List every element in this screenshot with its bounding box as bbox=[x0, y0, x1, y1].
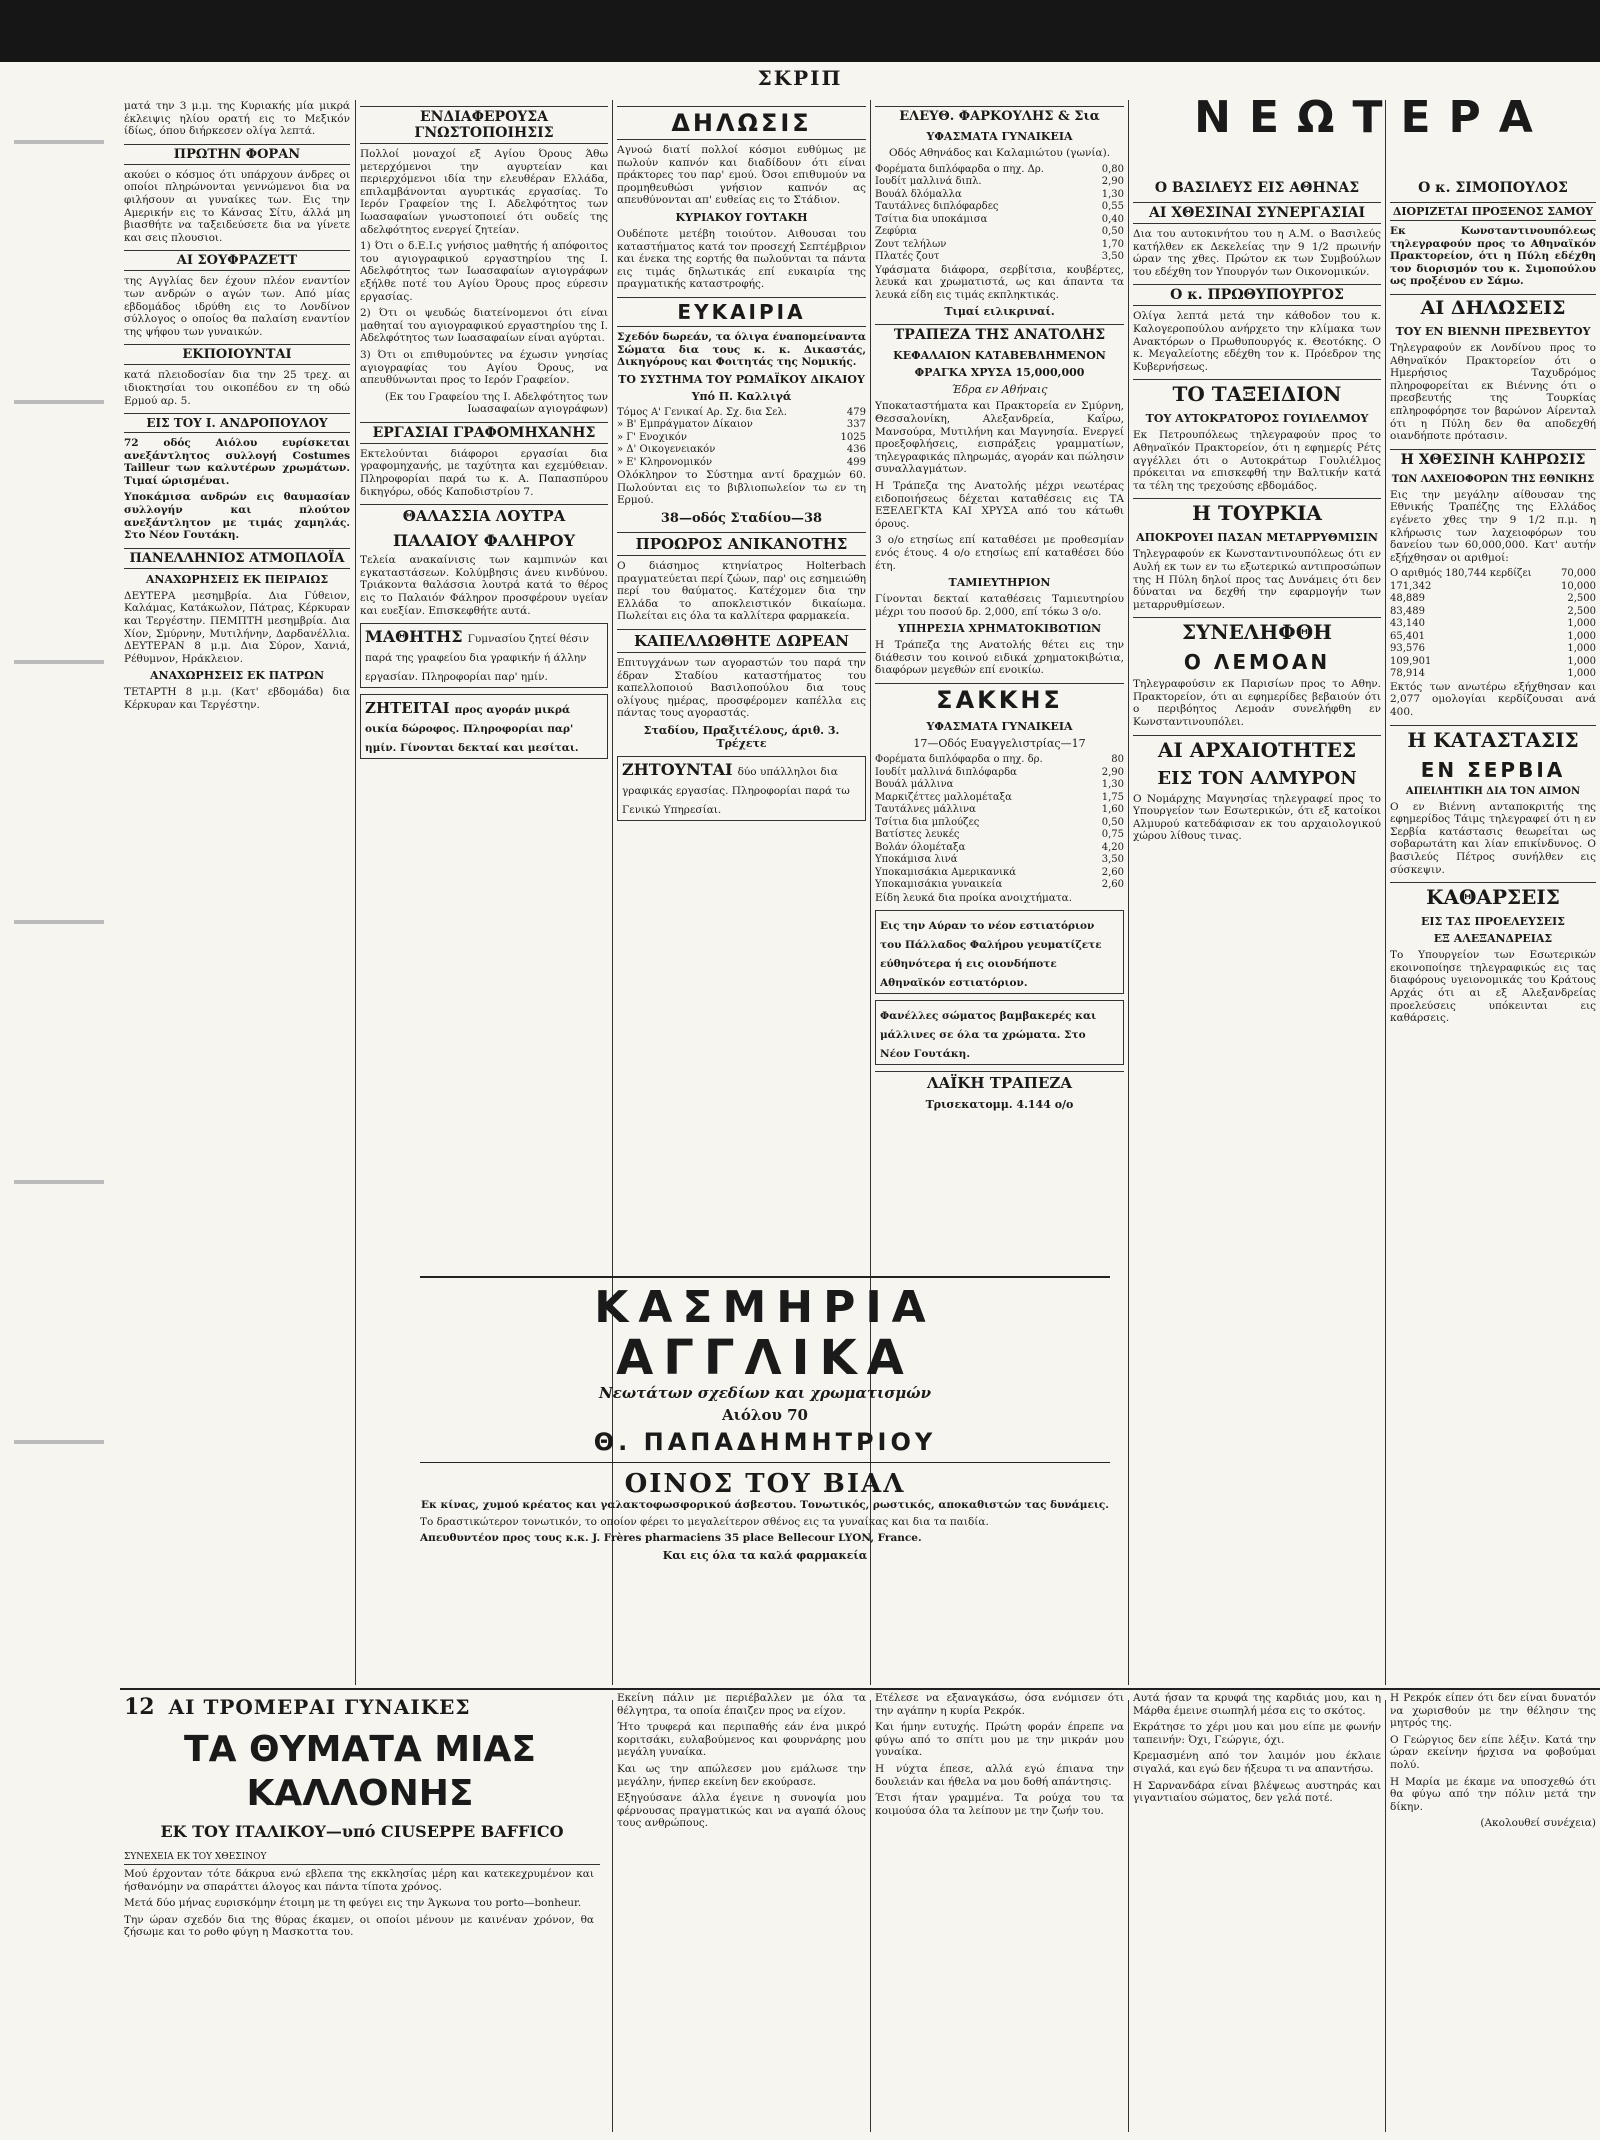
serial-col-5 bbox=[1390, 1692, 1596, 2132]
article-text: Είδη λευκά δια προίκα ανοιχτήματα. bbox=[875, 891, 1073, 904]
article-text: Η Μαρία με έκαμε να υποσχεθώ ότι θα φύγω από την πόλιν μετά την δίκην. bbox=[1390, 1775, 1596, 1813]
ad-text: Γυμνασίου ζητεί θέσιν παρά της γραφείου δια γραφικήν ή άλλην εργασίαν. Πληροφορίαι παρ' ημίν. bbox=[365, 633, 590, 684]
article-text: Μετά δύο μήνας ευρισκόμην έτοιμη με τη φεύγει εις την Άγκωνα του porto—bonheur. bbox=[124, 1897, 582, 1910]
ad-text: Φανέλλες σώματος βαμβακερές και μάλλινες σε όλα τα χρώματα. Στο Νέον Γουτάκη. bbox=[880, 1010, 1097, 1061]
headline: ΠΑΝΕΛΛΗΝΙΟΣ ΑΤΜΟΠΛΟΪΑ bbox=[124, 548, 350, 569]
column-6 bbox=[1390, 180, 1596, 1685]
list-item: 83,489 2,500 bbox=[1390, 605, 1596, 617]
price-list bbox=[875, 164, 1124, 264]
headline: Ο κ. ΣΙΜΟΠΟΥΛΟΣ bbox=[1418, 180, 1568, 196]
article-text: Η νύχτα έπεσε, αλλά εγώ έπιανα την δουλειάν και ήθελα να μου δοθή απάντησις. bbox=[875, 1762, 1124, 1788]
ad-box bbox=[875, 1000, 1124, 1065]
serial-header bbox=[124, 1694, 600, 1720]
headline: ΑΙ ΑΡΧΑΙΟΤΗΤΕΣ bbox=[1133, 735, 1381, 764]
subheadline: ΠΑΛΑΙΟΥ ΦΑΛΗΡΟΥ bbox=[392, 531, 576, 551]
signature: (Εκ του Γραφείου της Ι. Αδελφότητος των Ιωασαφαίων αγιογράφων) bbox=[384, 390, 608, 416]
list-item: Φορέματα διπλόφαρδα ο πηχ. Δρ. 0,80 bbox=[875, 163, 1124, 175]
headline: Ο ΒΑΣΙΛΕΥΣ ΕΙΣ ΑΘΗΝΑΣ bbox=[1154, 180, 1360, 196]
article-text: Ετέλεσε να εξαναγκάσω, όσα ενόμισεν ότι την αγάπην η κυρία Ρεκρόκ. bbox=[875, 1692, 1124, 1717]
serial-number: 12 bbox=[124, 1694, 155, 1720]
serial-byline: ΕΚ ΤΟΥ ΙΤΑΛΙΚΟΥ—υπό CIUSEPPE BAFFICO bbox=[160, 1822, 564, 1841]
ad-text: Υποκάμισα ανδρών εις θαυμασίαν συλλογήν και πλούτον ανεξάντλητον με τιμάς χαμηλάς. Στο Νέον Γουτάκη. bbox=[124, 491, 350, 542]
tagline: Τιμαί ειλικριναί. bbox=[944, 305, 1055, 319]
headline: ΛΑΪΚΗ ΤΡΑΠΕΖΑ bbox=[875, 1071, 1124, 1094]
article-text: Εκ Κωνσταντινουπόλεως τηλεγραφούν προς το Αθηναϊκόν Πρακτορείον, ότι η Πύλη εδέχθη τον διορισμόν του κ. Σιμοπούλου ως προξένου εν Σάμω. bbox=[1390, 225, 1596, 288]
ad-lead: ΜΑΘΗΤΗΣ bbox=[365, 627, 463, 647]
ad-text: Εις την Αύραν το νέον εστιατόριον του Πάλλαδος Φαλήρου γευματίζετε εύθηνότερα ή εις οιονδήποτε Αθηναϊκόν εστιατόριον. bbox=[880, 920, 1102, 990]
article-text: ΤΕΤΑΡΤΗ 8 μ.μ. (Κατ' εβδομάδα) δια Κέρκυραν και Τεργέστην. bbox=[124, 686, 350, 711]
headline: ΠΡΟΩΡΟΣ ΑΝΙΚΑΝΟΤΗΣ bbox=[617, 532, 866, 556]
article-text: Υφάσματα διάφορα, σερβίτσια, κουβέρτες, λευκά και χρωματιστά, ως και άπαντα τα λευκά είδη εις τιμάς εκπληκτικάς. bbox=[875, 263, 1124, 301]
headline: ΑΙ ΧΘΕΣΙΝΑΙ ΣΥΝΕΡΓΑΣΙΑΙ bbox=[1133, 202, 1381, 224]
list-item: Υποκαμισάκια γυναικεία 2,60 bbox=[875, 879, 1124, 891]
article-text: Και ήμην ευτυχής. Πρώτη φοράν έπρεπε να φύγω από το σπίτι μου με την μικράν μου γυναίκα. bbox=[875, 1721, 1124, 1759]
list-item: Βατίστες λευκές 0,75 bbox=[875, 829, 1124, 841]
ad-box bbox=[875, 910, 1124, 994]
article-text: Επιτυγχάνων των αγοραστών του παρά την έδραν Σταδίου καταστήματος του καπελλοποιού Βασιλοπούλου δια τους ολίγους ημέρας, προσφέρομεν καπέλλα εις πάντας τους αγοραστάς. bbox=[617, 656, 866, 720]
serial-title: ΤΑ ΘΥΜΑΤΑ ΜΙΑΣ ΚΑΛΛΟΝΗΣ bbox=[184, 1729, 536, 1814]
continued-note: (Ακολουθεί συνέχεια) bbox=[1480, 1817, 1596, 1830]
headline: ΤΡΑΠΕΖΑ ΤΗΣ ΑΝΑΤΟΛΗΣ bbox=[875, 324, 1124, 345]
article-text: Ο Γεώργιος δεν είπε λέξιν. Κατά την ώραν εκείνην ήρχισα να φοβούμαι πολύ. bbox=[1390, 1733, 1596, 1771]
price-list bbox=[617, 407, 866, 470]
serial-col-4 bbox=[1133, 1692, 1381, 2132]
serial-col-2 bbox=[617, 1692, 866, 2132]
ad-title: ΟΙΝΟΣ ΤΟΥ ΒΙΑΛ bbox=[624, 1469, 906, 1499]
article-text: Ο διάσημος κτηνίατρος Holterbach πραγματεύεται περί ζώων, παρ' οις εσημειώθη περί του θαύματος. Κατέχομεν δια την Ελλάδα το αποκλειστικόν δικαίωμα. Πωλείται εις όλα τα καλλίτερα φαρμακεία. bbox=[617, 560, 866, 623]
subheadline: Έδρα εν Αθήναις bbox=[951, 383, 1048, 397]
subheadline: ΤΟΥ ΑΥΤΟΚΡΑΤΟΡΟΣ ΓΟΥΙΛΕΛΜΟΥ bbox=[1145, 412, 1369, 426]
list-item: Βολάν όλομέταξα 4,20 bbox=[875, 841, 1124, 853]
article-text: Και ως την απώλεσεν μου εμάλωσε την μεγάλην, ήνπερ εκείνη δεν εκούρασε. bbox=[617, 1762, 866, 1788]
subheadline: ΑΠΟΚΡΟΥΕΙ ΠΑΣΑΝ ΜΕΤΑΡΡΥΘΜΙΣΙΝ bbox=[1136, 531, 1378, 545]
ad-title: ΑΓΓΛΙΚΑ bbox=[616, 1330, 914, 1386]
article-text: Η Σαρνανδάρα είναι βλέψεως αυστηράς και γιγαντιαίου σώματος, δεν γελά ποτέ. bbox=[1133, 1779, 1381, 1805]
list-item: Βουάλ δλόμαλλα 1,30 bbox=[875, 188, 1124, 200]
headline: ΑΙ ΔΗΛΩΣΕΙΣ bbox=[1390, 294, 1596, 321]
article-text: Ολόκληρον το Σύστημα αντί δραχμών 60. Πωλούνται εις το βιβλιοπωλείον τω εν τη Ερμού. bbox=[617, 469, 866, 507]
subheadline: ΕΙΣ ΤΑΣ ΠΡΟΕΛΕΥΣΕΙΣ bbox=[1421, 915, 1565, 929]
article-text: Εκ Πετρουπόλεως τηλεγραφούν προς το Αθηναϊκόν Πρακτορείον, ότι η εφημερίς Ρέτς αγγέλλει ότι ο Αυτοκράτωρ Γουλιέλμος πρόκειται να επισκεφθή την Βαλτικήν κατά τα τέλη της τρεχούσης εβδομάδος. bbox=[1133, 429, 1381, 492]
list-item: Ταυτάλνες διπλόφαρδες 0,55 bbox=[875, 201, 1124, 213]
headline: ΠΡΩΤΗΝ ΦΟΡΑΝ bbox=[124, 144, 350, 165]
article-text: Την ώραν σχεδόν δια της θύρας έκαμεν, οι οποίοι μένουν με καινέναν χρόνον, θα ζήσωμε και το ροθο φύγη η Μασκοττα του. bbox=[124, 1913, 594, 1939]
headline: ΔΗΛΩΣΙΣ bbox=[617, 106, 866, 140]
list-item: 65,401 1,000 bbox=[1390, 630, 1596, 642]
subheadline: ΑΝΑΧΩΡΗΣΕΙΣ ΕΚ ΠΕΙΡΑΙΩΣ bbox=[145, 572, 329, 586]
list-item: Ζουτ τελήλων 1,70 bbox=[875, 238, 1124, 250]
headline: ΕΡΓΑΣΙΑΙ ΓΡΑΦΟΜΗΧΑΝΗΣ bbox=[360, 422, 608, 444]
serial-col-1 bbox=[124, 1868, 594, 2132]
headline: ΚΑΠΕΛΛΩΘΗΤΕ ΔΩΡΕΑΝ bbox=[617, 629, 866, 653]
subheadline: Τρισεκατομμ. 4.144 ο/ο bbox=[925, 1098, 1074, 1112]
article-text: ακούει ο κόσμος ότι υπάρχουν άνδρες οι οποίοι πληρώνονται γεννώμενοι δια να φιλήσουν αι γυναίκες των. Εις την Αμερικήν εις το Κάνσας Σίτυ, άλλά μη βιασθήτε να ταξειδεύσετε δια να γίνετε και σεις πλουσιοι. bbox=[124, 168, 350, 244]
article-text: Εκτός των ανωτέρω εξήχθησαν και 2,077 ομολογίαι κερδίζουσαι ανά 400. bbox=[1390, 680, 1596, 718]
article-text: 1) Ότι ο δ.Ε.Ι.ς γνήσιος μαθητής ή απόφοιτος του αγιογραφικού εργαστηρίου της Ι. Αδελφότητος των Ιωασαφαίων αγιογράφων εξήλθε ποτέ του Αγίου Όρους προς εύρεσιν εργασίας. bbox=[360, 240, 608, 303]
list-item: Υποκαμισάκια Αμερικανικά 2,60 bbox=[875, 866, 1124, 878]
article-text: Μού έρχονταν τότε δάκρυα ενώ εβλεπα της εκκλησίας μέρη και κατεκεχρυμένον και ήσθανόμην να σπαράττει άλογος και πάντα τίποτα χρόνος. bbox=[124, 1868, 594, 1893]
article-text: της Αγγλίας δεν έχουν πλέον εναντίον των ανδρών ο αγών των. Από μίας εβδομάδος ιδρύθη εις το Λονδίνον σύλλογος ο οποίος θα παλαίση εναντίον της ψήφου των γυναικών. bbox=[124, 275, 350, 338]
address: Οδός Αθηνάδος και Καλαμιώτου (γωνία). bbox=[888, 147, 1111, 159]
list-item: Τσίτια δια υποκάμισα 0,40 bbox=[875, 213, 1124, 225]
list-item: Υποκάμισα λινά 3,50 bbox=[875, 854, 1124, 866]
list-item: Φορέματα διπλόφαρδα ο πηχ. δρ. 80 bbox=[875, 754, 1124, 766]
article-text: Δια του αυτοκινήτου του η Α.Μ. ο Βασιλεύς κατήλθεν εκ Δεκελείας την 9 1/2 πρωινήν ώραν της χθες. Πρώτον εκ των Συμβούλων του εδέχθη τον Υπουργόν των Οικονομικών. bbox=[1133, 228, 1381, 278]
ad-text: Απευθυντέον προς τους κ.κ. J. Frères pharmaciens 35 place Bellecour LYON, France. bbox=[420, 1532, 922, 1545]
article-text: Εκτελούνται διάφοροι εργασίαι δια γραφομηχανής, με ταχύτητα και εχεμύθειαν. Πληροφορίαι παρά τω κ. Α. Παπασπύρου δικηγόρω, οδός Καποδιστρίου 7. bbox=[360, 447, 608, 498]
article-text: 2) Ότι οι ψευδώς διατείνομενοι ότι είναι μαθηταί του αγιογραφικού εργαστηρίου της Ι. Αδελφότητος των Ιωασαφαίων είναι αγύρται. bbox=[360, 307, 608, 345]
list-item: » Γ' Ενοχικόν 1025 bbox=[617, 431, 866, 443]
headline: ΕΝΔΙΑΦΕΡΟΥΣΑ ΓΝΩΣΤΟΠΟΙΗΣΙΣ bbox=[360, 106, 608, 144]
ad-text: δύο υπάλληλοι δια γραφικάς εργασίας. Πληροφορίαι παρά τω Γενικώ Υπηρεσίαι. bbox=[622, 765, 850, 816]
article-text: 3) Ότι οι επιθυμούντες να έχωσιν γνησίας αγιογραφίας του Αγίου Όρους, να απευθύνωνται προς το Ιερόν Γραφείον. bbox=[360, 348, 608, 387]
article-text: Τηλεγραφούν εκ Κωνσταντινουπόλεως ότι εν Αυλή εκ των εν τω εξωτερικώ αντιπροσώπων της Η Πύλη δηλοί προς τας Δυνάμεις ότι δεν δύναται να δεχθή την εφαρμογήν των μεταρρυθμίσεων. bbox=[1133, 548, 1381, 611]
article-text: Το Υπουργείον των Εσωτερικών εκοινοποίησε τηλεγραφικώς εις τας διαφόρους υγειονομικάς του Κράτους Αρχάς ότι αι εξ Αλεξανδρείας προελεύσεις υπόκεινται εις καθάρσεις. bbox=[1390, 949, 1596, 1025]
subheadline: ΚΕΦΑΛΑΙΟΝ ΚΑΤΑΒΕΒΛΗΜΕΝΟΝ bbox=[893, 349, 1106, 363]
ad-text: Το δραστικώτερον τονωτικόν, το οποίον φέρει το μεγαλείτερον σθένος εις τα γυναίκας και δια τα παιδία. bbox=[420, 1515, 989, 1528]
ad-address: Αιόλου 70 bbox=[722, 1406, 808, 1424]
subheadline: ΥΦΑΣΜΑΤΑ ΓΥΝΑΙΚΕΙΑ bbox=[926, 130, 1073, 143]
headline: ΣΑΚΚΗΣ bbox=[875, 683, 1124, 716]
column-3 bbox=[617, 100, 866, 1270]
subheadline: ΤΩΝ ΛΑΧΕΙΟΦΟΡΩΝ ΤΗΣ ΕΘΝΙΚΗΣ bbox=[1391, 473, 1595, 485]
list-item: » Δ' Οικογενειακόν 436 bbox=[617, 444, 866, 456]
article-text: Τελεία ανακαίνισις των καμπινών και εγκαταστάσεων. Κολύμβησις άνευ κινδύνου. Τριάκοντα θαλάσσια λουτρά κατά το θέρος εις το Παλαιόν Φάληρον προσφέρουν υγείαν και ευεξίαν. Επισκεφθήτε αυτά. bbox=[360, 554, 608, 617]
list-item: » Ε' Κληρονομικόν 499 bbox=[617, 456, 866, 468]
price-list bbox=[875, 754, 1124, 892]
article-text: Αυτά ήσαν τα κρυφά της καρδιάς μου, και η Μάρθα έμεινε σιωπηλή μέσα εις το σκότος. bbox=[1133, 1692, 1381, 1717]
ad-text: Εκ κίνας, χυμού κρέατος και γαλακτοφωσφορικού άσβεστου. Τονωτικός, ρωστικός, αποκαθιστών τας δυνάμεις. bbox=[421, 1499, 1109, 1511]
column-1 bbox=[124, 100, 350, 1685]
ad-text: Και εις όλα τα καλά φαρμακεία bbox=[662, 1548, 868, 1562]
list-item: Τόμος Α' Γενικαί Αρ. Σχ. δια Σελ. 479 bbox=[617, 406, 866, 418]
list-item: Πλατές ζουτ 3,50 bbox=[875, 251, 1124, 263]
address: 38—οδός Σταδίου—38 bbox=[660, 511, 823, 526]
list-item: » Β' Εμπράγματον Δίκαιον 337 bbox=[617, 419, 866, 431]
article-text: Υποκαταστήματα και Πρακτορεία εν Σμύρνη, Θεσσαλονίκη, Αλεξανδρεία, Καΐρω, Μανσούρα, Μυτιλήνη και Μαγνησία. Ενεργεί προεξοφλήσεις, εισπράξεις γραμματίων, τηλεγραφικάς πληρωμάς, αγοράν και πώλησιν συναλλαγμάτων. bbox=[875, 400, 1124, 476]
subheadline: ΑΠΕΙΛΗΤΙΚΗ ΔΙΑ ΤΟΝ ΑΙΜΟΝ bbox=[1405, 785, 1581, 797]
section-title: ΝΕΩΤΕΡΑ bbox=[1194, 92, 1551, 143]
subheadline: ΦΡΑΓΚΑ ΧΡΥΣΑ 15,000,000 bbox=[914, 366, 1085, 380]
article-text: ματά την 3 μ.μ. της Κυριακής μία μικρά έκλειψις ηλίου ορατή εις το Μεξικόν ίδίως, όπου διήρκεσεν ολίγα λεπτά. bbox=[124, 100, 350, 138]
article-text: Ο εν Βιέννη ανταποκριτής της εφημερίδος Τάιμς τηλεγραφεί ότι η εν Σερβία κατάστασις θεωρείται ως σοβαρωτάτη και λίαν επικίνδυνος. Ο βασιλεύς Πέτρος συνήλθεν εις σύσκεψιν. bbox=[1390, 800, 1596, 876]
subheadline: ΤΟ ΣΥΣΤΗΜΑ ΤΟΥ ΡΩΜΑΪΚΟΥ ΔΙΚΑΙΟΥ bbox=[618, 372, 865, 386]
subheadline: ΕΙΣ ΤΟΝ ΑΛΜΥΡΟΝ bbox=[1157, 767, 1357, 789]
serial-kicker: ΑΙ ΤΡΟΜΕΡΑΙ ΓΥΝΑΙΚΕΣ bbox=[168, 1695, 471, 1719]
article-text: Ο Νομάρχης Μαγνησίας τηλεγραφεί προς το Υπουργείον των Εσωτερικών, ότι εξ κατοίκοι Αλμυρού κατεδάφισαν εκ του αρχαιολογικού χώρου λίθους τινας. bbox=[1133, 792, 1381, 843]
ad-box bbox=[617, 756, 866, 821]
list-item: Ιουδίτ μαλλινά διπλόφαρδα 2,90 bbox=[875, 766, 1124, 778]
article-text: Έτσι ήταν γραμμένα. Τα ρούχα του τα κοιμούσα όλα τα λείπουν με την ζωήν του. bbox=[875, 1792, 1124, 1817]
masthead-title: ΣΚΡΙΠ bbox=[757, 66, 843, 90]
list-item: Ταυτάλνες μάλλινα 1,60 bbox=[875, 804, 1124, 816]
subheadline: ΕΝ ΣΕΡΒΙΑ bbox=[1420, 757, 1566, 782]
list-item: 78,914 1,000 bbox=[1390, 668, 1596, 680]
subheadline: ΕΞ ΑΛΕΞΑΝΔΡΕΙΑΣ bbox=[1433, 932, 1553, 946]
list-item: Ο αριθμός 180,744 κερδίζει 70,000 bbox=[1390, 568, 1596, 580]
article-text: Η Τράπεζα της Ανατολής μέχρι νεωτέρας ειδοποιήσεως δέχεται καταθέσεις εις ΤΑ ΕΞΕΛΕΓΚΤΑ ΚΑΙ ΧΡΥΣΑ από του κάτωθι όρους. bbox=[875, 479, 1124, 530]
article-text: Εκείνη πάλιν με περιέβαλλεν με όλα τα θέλγητρα, τα οποία έπαιζεν προς να είχον. bbox=[617, 1692, 866, 1717]
list-item: Τσίτια δια μπλούζες 0,50 bbox=[875, 816, 1124, 828]
list-item: Μαρκιζέττες μαλλομέταξα 1,75 bbox=[875, 791, 1124, 803]
ad-box bbox=[360, 694, 608, 759]
subheadline: Υπό Π. Καλλιγά bbox=[691, 389, 792, 403]
list-item: 109,901 1,000 bbox=[1390, 655, 1596, 667]
ad-text: Νεωτάτων σχεδίων και χρωματισμών bbox=[599, 1384, 931, 1402]
column-2 bbox=[360, 100, 608, 1270]
subheadline: ΤΟΥ ΕΝ ΒΙΕΝΝΗ ΠΡΕΣΒΕΥΤΟΥ bbox=[1395, 324, 1591, 338]
article-text: Αγνοώ διατί πολλοί κόσμοι ευθύμως με πωλούν καπνόν και διαδίδουν ότι είναι πράκτορες του παρ' εμού. Όσοι επιθυμούν να προμηθευθώσι γνήσιον καπνόν ας απευθύνονται απ' ευθείας εις το Στάδιον. bbox=[617, 144, 866, 207]
article-text: Ουδέποτε μετέβη τοιούτον. Αιθουσαι του καταστήματος κατά τον προσεχή Σεπτέμβριον και ένεκα της εορτής θα πωλούνται τα πάντα εις τιμάς δηλωτικάς επί ευκαιρία της πραγματικής καταστροφής. bbox=[617, 227, 866, 291]
list-item: 43,140 1,000 bbox=[1390, 618, 1596, 630]
headline: Η ΚΑΤΑΣΤΑΣΙΣ bbox=[1390, 725, 1596, 754]
article-text: Πολλοί μοναχοί εξ Αγίου Όρους Άθω μετερχόμενοι την αγυρτείαν και περιερχόμενοι ιδία την ελευθέραν Ελλάδα, επιλαμβάνονται αγυρτικάς εργασίας. Το Ιερόν Γραφείον της Ι. Αδελφότητος των Ιωασαφαίων γνωστοποιεί ότι ουδείς της αδελφότητος ενεργεί ζητείαν. bbox=[360, 148, 608, 236]
article-text: Εκράτησε το χέρι μου και μου είπε με φωνήν ταπεινήν: Όχι, Γεώργιε, όχι. bbox=[1133, 1721, 1381, 1746]
list-item: Ζεφύρια 0,50 bbox=[875, 226, 1124, 238]
list-item: 48,889 2,500 bbox=[1390, 593, 1596, 605]
headline: Η ΧΘΕΣΙΝΗ ΚΛΗΡΩΣΙΣ bbox=[1390, 449, 1596, 470]
list-item: 93,576 1,000 bbox=[1390, 643, 1596, 655]
headline: ΔΙΟΡΙΖΕΤΑΙ ΠΡΟΞΕΝΟΣ ΣΑΜΟΥ bbox=[1390, 202, 1596, 221]
subheadline: ΑΝΑΧΩΡΗΣΕΙΣ ΕΚ ΠΑΤΡΩΝ bbox=[149, 669, 325, 683]
article-text: κατά πλειοδοσίαν δια την 25 τρεχ. αι ιδιοκτησίαι του οικοπέδου εν τη οδώ Ερμού αρ. 5. bbox=[124, 369, 350, 407]
article-text: Κρεμασμένη από τον λαιμόν μου έκλαιε σιγαλά, και εγώ δεν ήξευρα τι να απαντήσω. bbox=[1133, 1750, 1381, 1775]
headline: ΘΑΛΑΣΣΙΑ ΛΟΥΤΡΑ bbox=[360, 504, 608, 527]
ad-title: ΚΑΣΜΗΡΙΑ bbox=[594, 1282, 936, 1333]
subheadline: ΤΑΜΙΕΥΤΗΡΙΟΝ bbox=[948, 576, 1051, 590]
ad-text: προς αγοράν μικρά οικία δώροφος. Πληροφορίαι παρ' ημίν. Γίνονται δεκταί και μεσίται. bbox=[365, 704, 579, 755]
subheadline: ΥΠΗΡΕΣΙΑ ΧΡΗΜΑΤΟΚΙΒΩΤΙΩΝ bbox=[897, 622, 1102, 636]
subheadline: ΥΦΑΣΜΑΤΑ ΓΥΝΑΙΚΕΙΑ bbox=[926, 720, 1073, 734]
headline: ΑΙ ΣΟΥΦΡΑΖΕΤΤ bbox=[124, 250, 350, 271]
subheadline: Ο ΛΕΜΟΑΝ bbox=[1183, 650, 1331, 675]
headline: ΣΥΝΕΛΗΦΘΗ bbox=[1133, 617, 1381, 646]
top-black-band bbox=[0, 0, 1600, 62]
article-text: Τηλεγραφούσιν εκ Παρισίων προς το Αθην. Πρακτορείον, ότι αι εφημερίδες βεβαιούν ότι ο περιβόητος Λεμοάν συνελήφθη εν Κωνσταντινουπόλει. bbox=[1133, 678, 1381, 729]
article-text: Η Ρεκρόκ είπεν ότι δεν είναι δυνατόν να χωρισθούν με την θέλησιν της μητρός της. bbox=[1390, 1692, 1596, 1730]
list-item: Βουάλ μάλλινα 1,30 bbox=[875, 779, 1124, 791]
article-text: Η Τράπεζα της Ανατολής θέτει εις την διάθεσιν του κοινού ειδικά χρηματοκιβώτια, διαφόρων μεγεθών επί ενοικίω. bbox=[875, 639, 1124, 677]
article-text: 3 ο/ο ετησίως επί καταθέσει με προθεσμίαν ενός έτους. 4 ο/ο ετησίως επί καταθέσει δύο έτη. bbox=[875, 534, 1124, 572]
headline: ΕΚΠΟΙΟΥΝΤΑΙ bbox=[124, 344, 350, 365]
ad-box bbox=[360, 623, 608, 688]
address: 17—Οδός Ευαγγελιστρίας—17 bbox=[913, 737, 1086, 751]
article-text: Γίνονται δεκταί καταθέσεις Ταμιευτηρίου μέχρι του ποσού δρ. 2,000, επί τόκω 3 ο/ο. bbox=[875, 593, 1124, 618]
headline: ΤΟ ΤΑΞΕΙΔΙΟΝ bbox=[1133, 379, 1381, 408]
ad-text: 72 οδός Αιόλου ευρίσκεται ανεξάντλητος συλλογή Costumes Tailleur των καλυτέρων χρωμάτων. Τιμαί ώρισμέναι. bbox=[124, 437, 350, 487]
ad-lead: ΖΗΤΕΙΤΑΙ bbox=[365, 699, 450, 718]
article-text: Ολίγα λεπτά μετά την κάθοδον του κ. Καλογεροπούλου ανήρχετο την κλίμακα των Ανακτόρων ο Πρωθυπουργός κ. Θεοτόκης. Ο κ. Μεγαλείοτης εδέχθη τον κ. Πρόεδρον της Κυβερνήσεως. bbox=[1133, 310, 1381, 373]
serial-col-3 bbox=[875, 1692, 1124, 2132]
ad-title: Θ. ΠΑΠΑΔΗΜΗΤΡΙΟΥ bbox=[593, 1428, 937, 1456]
article-text: ΔΕΥΤΕΡΑ μεσημβρία. Δια Γύθειον, Καλάμας, Κατάκωλον, Πάτρας, Κέρκυραν και Τεργέστην. ΠΕΜΠΤΗ μεσημβρία. Δια Χίον, Σμύρνην, Μυτιλήνην, Δαρδανέλλια. ΔΕΥΤΕΡΑΝ 8 μ.μ. Δια Σύρον, Χανιά, Ρέθυμνον, Ηράκλειον. bbox=[124, 589, 350, 665]
serial-continued: ΣΥΝΕΧΕΙΑ ΕΚ ΤΟΥ ΧΘΕΣΙΝΟΥ bbox=[124, 1852, 600, 1865]
headline: ΕΙΣ ΤΟΥ Ι. ΑΝΔΡΟΠΟΥΛΟΥ bbox=[124, 413, 350, 433]
address: Σταδίου, Πραξιτέλους, άριθ. 3. Τρέχετε bbox=[643, 723, 840, 750]
article-text: Σχεδόν δωρεάν, τα όλιγα έναπομείναντα Σώματα δια τους κ. κ. Δικαστάς, Δικηγόρους και Φοιτητάς της Νομικής. bbox=[617, 330, 866, 369]
column-5 bbox=[1133, 180, 1381, 1685]
headline: Η ΤΟΥΡΚΙΑ bbox=[1133, 498, 1381, 527]
left-margin bbox=[0, 100, 118, 1685]
headline: Ο κ. ΠΡΩΘΥΠΟΥΡΓΟΣ bbox=[1133, 284, 1381, 306]
article-text: Εις την μεγάλην αίθουσαν της Εθνικής Τραπέζης της Ελλάδος εγένετο χθες την 9 1/2 π.μ. η κλήρωσις των λαχειοφόρων του δανείου των 60,000,000. Κατ' αυτήν εξήχθησαν οι αριθμοί: bbox=[1390, 488, 1596, 564]
lottery-list bbox=[1390, 568, 1596, 681]
signature: ΚΥΡΙΑΚΟΥ ΓΟΥΤΑΚΗ bbox=[675, 210, 808, 224]
list-item: 171,342 10,000 bbox=[1390, 580, 1596, 592]
headline: ΚΑΘΑΡΣΕΙΣ bbox=[1390, 882, 1596, 911]
list-item: Ιουδίτ μαλλινά διπλ. 2,90 bbox=[875, 176, 1124, 188]
kashmir-ad bbox=[420, 1276, 1110, 1566]
ad-lead: ΖΗΤΟΥΝΤΑΙ bbox=[622, 759, 733, 779]
headline: ΕΛΕΥΘ. ΦΑΡΚΟΥΛΗΣ & Σια bbox=[875, 106, 1124, 126]
headline: ΕΥΚΑΙΡΙΑ bbox=[617, 297, 866, 327]
article-text: Τηλεγραφούν εκ Λονδίνου προς το Αθηναϊκόν Πρακτορείον ότι ο Ημερήσιος Ταχυδρόμος πληροφορείται εκ Βιέννης ότι ο πρεσβευτής της Τουρκίας επληροφόρησε τον βαρώνον Αίρενταλ ότι η Πύλη δεν θα αποδεχθή οιανδήποτε πρότασιν. bbox=[1390, 341, 1596, 443]
article-text: Ήτο τρυφερά και περιπαθής εάν ένα μικρό κοριτσάκι, ευλαβούμενος και φουρνάρης μου μεγάλη γυναίκα. bbox=[617, 1721, 866, 1759]
article-text: Εξηγούσανε άλλα έγεινε η συνοψία μου φέρνουσας πραγματικώς και να αγαπά όλους τους ανθρώπους. bbox=[617, 1792, 866, 1830]
